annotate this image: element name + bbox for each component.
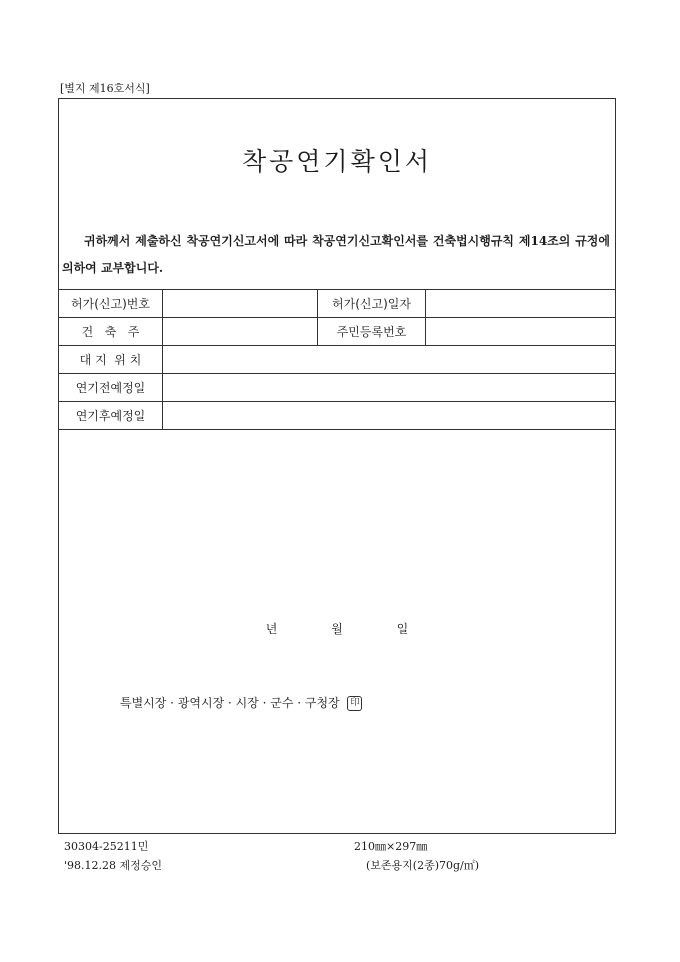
resident-id-label: 주민등록번호 [318, 318, 426, 346]
intro-paragraph: 귀하께서 제출하신 착공연기신고서에 따라 착공연기신고확인서를 건축법시행규칙 제14조의 규정에 의하여 교부합니다. [62, 234, 610, 275]
permit-number-field[interactable] [163, 290, 318, 318]
table-row [59, 346, 616, 374]
after-delay-date-label: 연기후예정일 [59, 402, 163, 430]
table-row [59, 402, 616, 430]
footer-paper-size: 210㎜×297㎜ [354, 840, 428, 853]
owner-label: 건 축 주 [59, 318, 163, 346]
site-location-field[interactable] [163, 346, 616, 374]
after-delay-date-field[interactable] [163, 402, 616, 430]
table-row [59, 374, 616, 402]
site-location-label: 대 지 위 치 [59, 346, 163, 374]
month-label: 월 [331, 622, 343, 636]
issue-date-line [58, 620, 616, 637]
table-row [59, 290, 616, 318]
form-frame [58, 98, 616, 834]
footer-paper-type: (보존용지(2종)70g/㎡) [366, 859, 480, 872]
footer-form-code: 30304-25211민 [64, 840, 149, 853]
permit-date-label: 허가(신고)일자 [318, 290, 426, 318]
permit-number-label: 허가(신고)번호 [59, 290, 163, 318]
form-number-label: [별지 제16호서식] [60, 82, 150, 95]
day-label: 일 [396, 622, 409, 636]
before-delay-date-label: 연기전예정일 [59, 374, 163, 402]
year-label: 년 [265, 622, 278, 636]
footer-approval: '98.12.28 제정승인 [64, 859, 163, 872]
info-table [58, 289, 616, 430]
resident-id-field[interactable] [426, 318, 616, 346]
owner-field[interactable] [163, 318, 318, 346]
permit-date-field[interactable] [426, 290, 616, 318]
issuer-line [120, 694, 362, 711]
seal-mark: 印 [347, 696, 362, 711]
document-title: 착공연기확인서 [241, 147, 433, 176]
before-delay-date-field[interactable] [163, 374, 616, 402]
table-row [59, 318, 616, 346]
issuer-title: 특별시장 · 광역시장 · 시장 · 군수 · 구청장 [120, 696, 340, 710]
